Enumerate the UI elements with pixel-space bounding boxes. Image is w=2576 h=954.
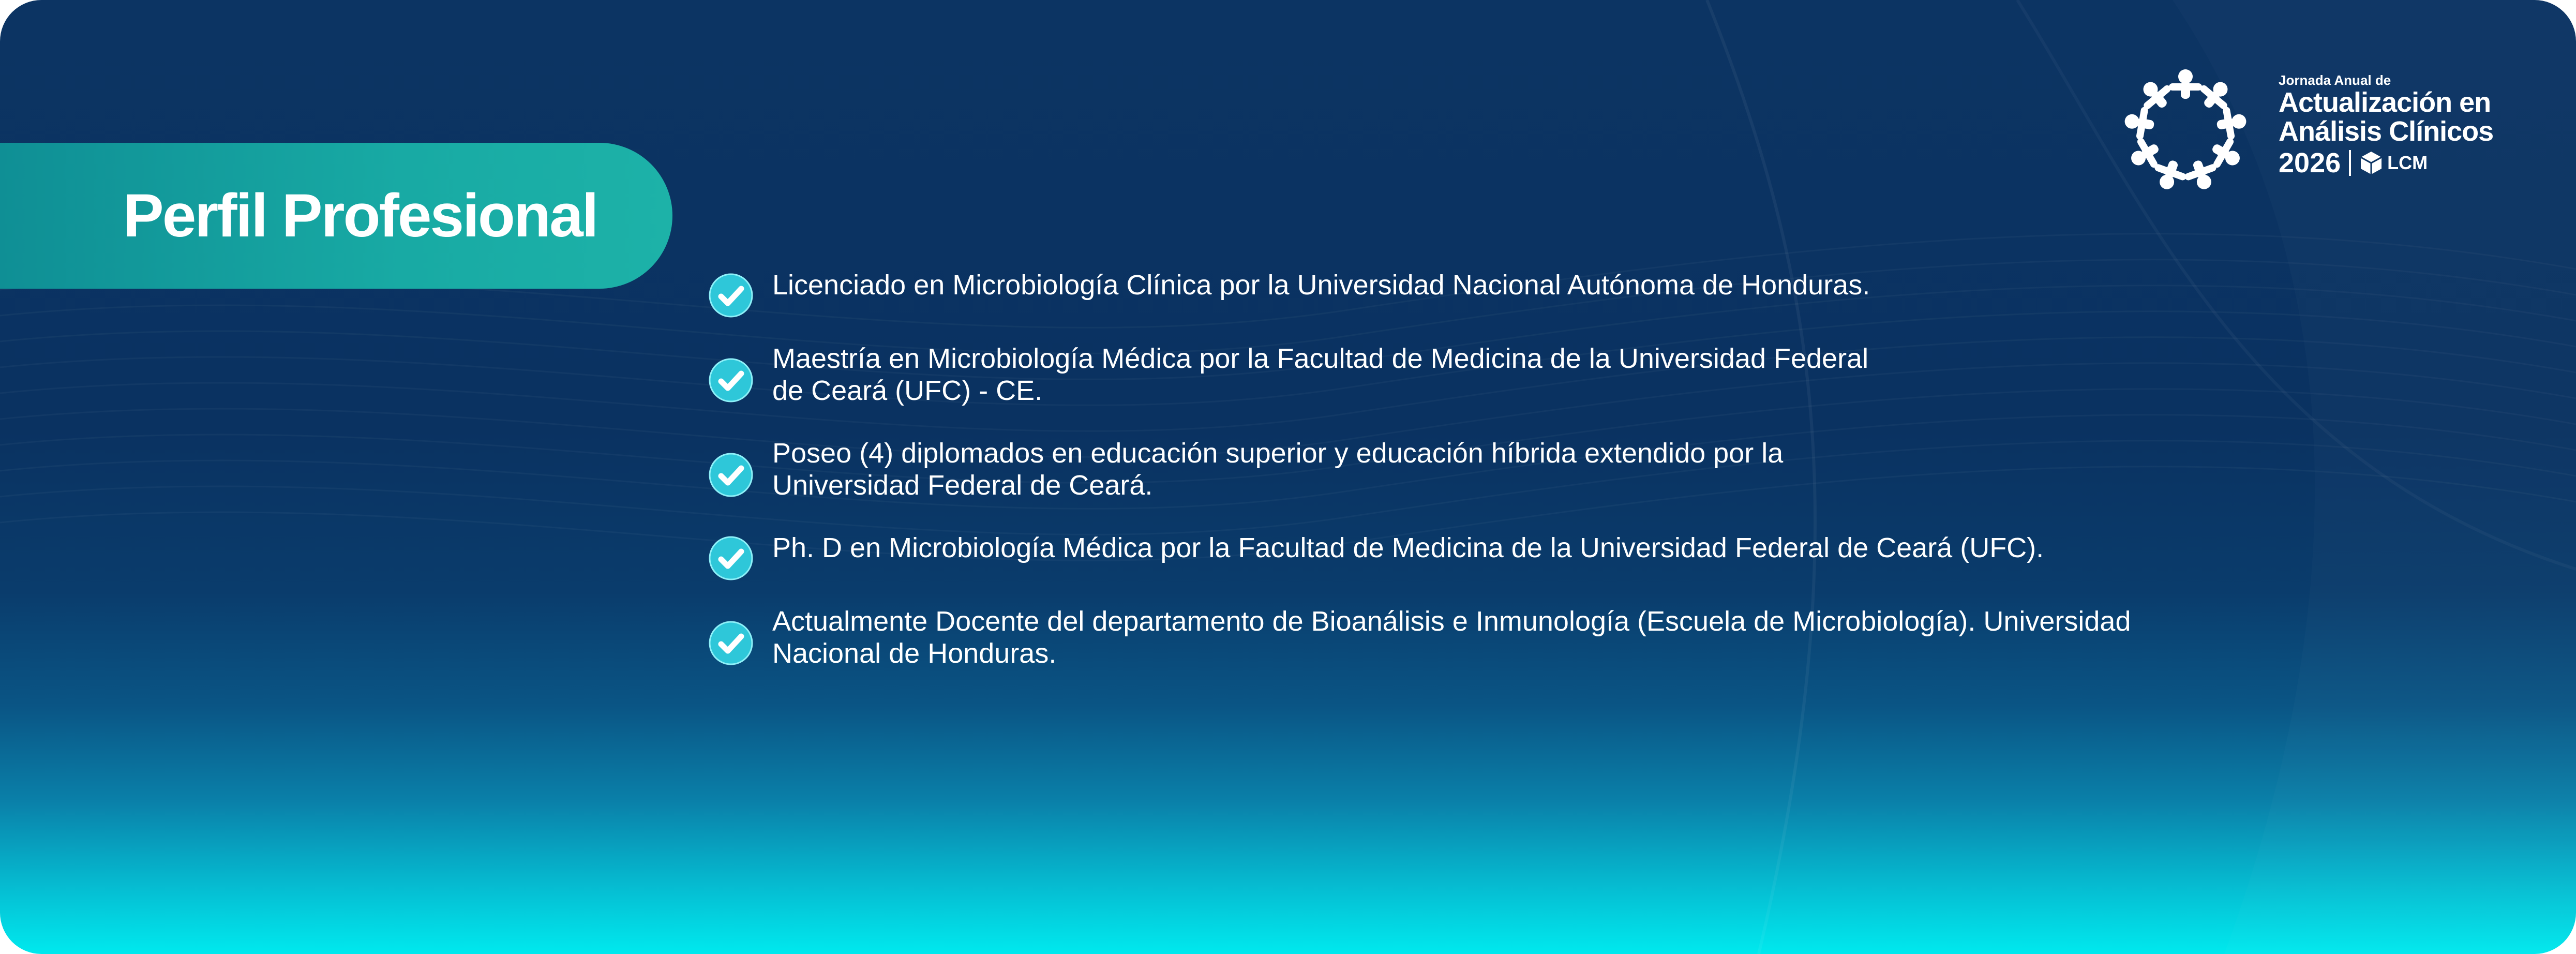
logo-wordmark [2279,72,2527,178]
logo-year: 2026 [2279,147,2341,178]
item-text: Poseo (4) diplomados en educación superior y educación híbrida extendido por la Universidad Federal de Ceará. [772,438,1784,501]
cube-icon [2358,150,2384,176]
ring-of-figures-icon [2116,61,2255,201]
check-circle-icon [709,453,753,497]
check-circle-icon [709,358,753,403]
item-text: Actualmente Docente del departamento de Bioanálisis e Inmunología (Escuela de Microbiología). Universidad Nacional de Honduras. [772,606,2131,669]
event-logo [2116,61,2529,201]
item-text: Maestría en Microbiología Médica por la Facultad de Medicina de la Universidad Federal de Ceará (UFC) - CE. [772,343,1869,406]
item-text: Licenciado en Microbiología Clínica por la Universidad Nacional Autónoma de Honduras. [772,270,1870,301]
logo-line-2: Análisis Clínicos [2279,116,2494,147]
section-title: Perfil Profesional [123,182,597,250]
check-circle-icon [709,536,753,580]
item-text: Ph. D en Microbiología Médica por la Facultad de Medicina de la Universidad Federal de Ceará (UFC). [772,532,2044,563]
logo-subtitle: Jornada Anual de [2279,72,2391,88]
check-circle-icon [709,273,753,318]
logo-divider [2349,150,2351,176]
check-circle-icon [709,621,753,665]
logo-footer [2279,148,2527,178]
logo-line-1: Actualización en [2279,87,2491,118]
title-banner [0,143,672,289]
logo-org: LCM [2387,152,2428,173]
